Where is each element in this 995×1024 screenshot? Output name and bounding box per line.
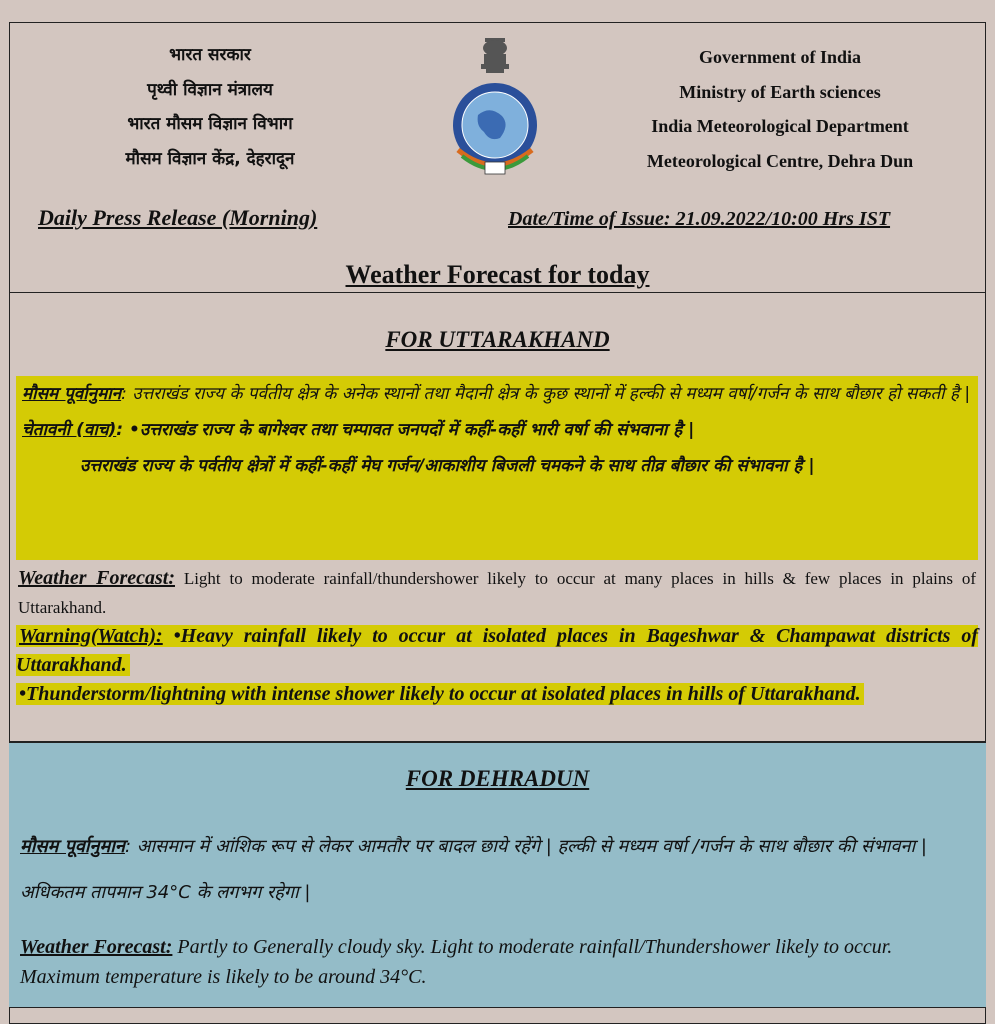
english-forecast-text: Light to moderate rainfall/thundershower likely to occur at many places in hills & few places in plains of Uttarakhand. <box>18 569 976 617</box>
english-forecast-label: Weather Forecast: <box>18 567 175 589</box>
header-hindi-line: मौसम विज्ञान केंद्र, देहरादून <box>125 148 295 169</box>
dehradun-english-forecast <box>20 932 975 992</box>
forecast-title: Weather Forecast for today <box>345 260 650 289</box>
dehradun-english-text: Partly to Generally cloudy sky. Light to moderate rainfall/Thundershower likely to occur. Maximum temperature is likely to be around 34°C. <box>20 936 893 988</box>
header-english-line: Meteorological Centre, Dehra Dun <box>646 150 914 171</box>
english-warning-1: •Heavy rainfall likely to occur at isolated places in Bageshwar & Champawat districts of Uttarakhand. <box>16 625 978 676</box>
header-english-line: India Meteorological Department <box>651 116 909 136</box>
english-warning-label: Warning(Watch): <box>19 625 163 647</box>
hindi-forecast-text: : उत्तराखंड राज्य के पर्वतीय क्षेत्र के अनेक स्थानों तथा मैदानी क्षेत्र के कुछ स्थानों में हल्की से मध्यम वर्षा/गर्जन के साथ बौछार हो सकती है | <box>121 384 971 404</box>
dehradun-hindi-label: मौसम पूर्वानुमान <box>20 836 125 857</box>
dehradun-title: FOR DEHRADUN <box>405 766 590 791</box>
english-forecast <box>18 564 976 622</box>
dehradun-english-label: Weather Forecast: <box>20 936 173 958</box>
uttarakhand-title: FOR UTTARAKHAND <box>385 327 610 352</box>
header-hindi-line: पृथ्वी विज्ञान मंत्रालय <box>147 79 273 100</box>
hindi-forecast-label: मौसम पूर्वानुमान <box>22 384 122 404</box>
english-warning-2: •Thunderstorm/lightning with intense shower likely to occur at isolated places in hills of Uttarakhand. <box>16 683 864 705</box>
hindi-forecast <box>22 376 972 412</box>
hindi-warning-1: : •उत्तराखंड राज्य के बागेश्वर तथा चम्पावत जनपदों में कहीं-कहीं भारी वर्षा की संभवाना है | <box>116 420 695 440</box>
issue-datetime: Date/Time of Issue: 21.09.2022/10:00 Hrs IST <box>508 208 891 230</box>
dehradun-hindi-text: : आसमान में आंशिक रूप से लेकर आमतौर पर बादल छाये रहेंगे | हल्की से मध्यम वर्षा /गर्जन के साथ बौछार की संभावना | अधिकतम तापमान 34°C के लगभग रहेगा | <box>20 836 927 903</box>
header-hindi <box>80 38 340 176</box>
uttarakhand-hindi-block <box>16 376 978 560</box>
hindi-warning-label: चेतावनी (वाच) <box>22 420 117 440</box>
hindi-warning <box>22 412 972 448</box>
header-english-line: Government of India <box>699 47 861 67</box>
dehradun-hindi-forecast <box>20 824 970 916</box>
release-type: Daily Press Release (Morning) <box>38 205 318 230</box>
header-english <box>615 40 945 178</box>
header-hindi-line: भारत सरकार <box>169 45 251 65</box>
header-hindi-line: भारत मौसम विज्ञान विभाग <box>127 114 293 134</box>
imd-emblem-icon <box>440 30 550 180</box>
header-english-line: Ministry of Earth sciences <box>679 81 881 102</box>
english-warning-line-1 <box>16 625 978 676</box>
hindi-warning-2: उत्तराखंड राज्य के पर्वतीय क्षेत्रों में कहीं-कहीं मेघ गर्जन/आकाशीय बिजली चमकने के साथ तीव्र बौछार की संभावना है | <box>80 456 815 476</box>
english-warning <box>16 622 978 709</box>
